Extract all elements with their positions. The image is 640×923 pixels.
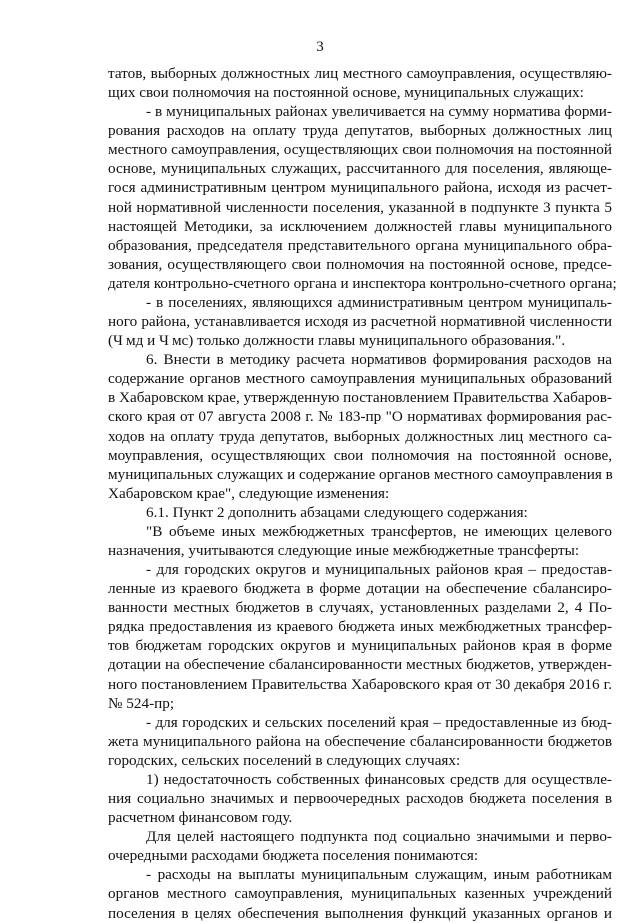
text-line: жета муниципального района на обеспечение сбалансированности бюджетов bbox=[108, 732, 612, 750]
text-line: содержание органов местного самоуправления муниципальных образований bbox=[108, 370, 612, 388]
text-line: гося административным центром муниципального района, исходя из расчет- bbox=[108, 179, 612, 197]
text-line: ния социально значимых и первоочередных расходов бюджета поселения в bbox=[108, 790, 612, 808]
text-line: татов, выборных должностных лиц местного самоуправления, осуществляю- bbox=[108, 65, 612, 82]
text-line: - расходы на выплаты муниципальным служащим, иным работникам bbox=[146, 866, 612, 884]
text-line: местного самоуправления, осуществляющих свои полномочия на постоянной bbox=[108, 141, 612, 159]
text-line: образования, председателя представительного органа муниципального обра- bbox=[108, 236, 612, 254]
text-line: 1) недостаточность собственных финансовых средств для осуществле- bbox=[146, 770, 612, 788]
text-line: ходов на оплату труда депутатов, выборных должностных лиц местного са- bbox=[108, 427, 612, 445]
text-line: - для городских округов и муниципальных районов края – предостав- bbox=[146, 561, 612, 579]
text-line: ного района, устанавливается исходя из расчетной нормативной численности bbox=[108, 313, 612, 331]
text-line: 6. Внести в методику расчета нормативов формирования расходов на bbox=[146, 351, 612, 369]
text-line: тов бюджетам городских округов и муниципальных районов края в форме bbox=[108, 637, 612, 655]
text-line: назначения, учитываются следующие иные межбюджетные трансферты: bbox=[108, 542, 580, 559]
text-line: рядка предоставления из краевого бюджета иных межбюджетных трансфер- bbox=[108, 618, 612, 636]
text-line: очередными расходами бюджета поселения понимаются: bbox=[108, 847, 479, 865]
text-line: - в поселениях, являющихся административным центром муниципаль- bbox=[146, 293, 612, 311]
text-line: ной нормативной численности поселения, указанной в подпункте 3 пункта 5 bbox=[108, 198, 612, 216]
text-line: городских, сельских поселений в следующих случаях: bbox=[108, 751, 461, 769]
text-line: Для целей настоящего подпункта под социально значимыми и перво- bbox=[146, 828, 612, 846]
text-line: (Ч мд и Ч мс) только должности главы муниципального образования.". bbox=[108, 332, 566, 350]
text-line: моуправления, осуществляющих свои полномочия на постоянной основе, bbox=[108, 446, 612, 464]
text-line: рования расходов на оплату труда депутатов, выборных должностных лиц bbox=[108, 122, 612, 140]
text-line: ванности местных бюджетов в случаях, установленных разделами 2, 4 По- bbox=[108, 599, 612, 617]
text-line: органов местного самоуправления, муниципальных казенных учреждений bbox=[108, 885, 612, 903]
text-line: Хабаровском крае", следующие изменения: bbox=[108, 484, 390, 502]
text-line: щих свои полномочия на постоянной основе, муниципальных служащих: bbox=[108, 84, 584, 102]
text-line: - для городских и сельских поселений края – предоставленные из бюд- bbox=[146, 713, 612, 731]
text-line: "В объеме иных межбюджетных трансфертов, не имеющих целевого bbox=[146, 522, 612, 540]
text-line: 6.1. Пункт 2 дополнить абзацами следующего содержания: bbox=[146, 503, 528, 521]
text-line: дотации на обеспечение сбалансированности местных бюджетов, утвержден- bbox=[108, 656, 612, 674]
page-number: 3 bbox=[316, 39, 324, 55]
text-line: основе, муниципальных служащих, рассчитанного для поселения, являюще- bbox=[108, 160, 612, 178]
text-line: муниципальных служащих и содержание органов местного самоуправления в bbox=[108, 465, 613, 483]
text-line: в Хабаровском крае, утвержденную постановлением Правительства Хабаров- bbox=[108, 389, 612, 407]
text-line: № 524-пр; bbox=[108, 694, 175, 712]
text-line: ленные из краевого бюджета в форме дотации на обеспечение сбалансиро- bbox=[108, 580, 612, 598]
text-line: зования, осуществляющего свои полномочия на постоянной основе, предсе- bbox=[108, 255, 612, 273]
text-line: расчетном финансовом году. bbox=[108, 809, 293, 827]
text-line: настоящей Методики, за исключением должностей главы муниципального bbox=[108, 217, 612, 235]
text-line: дателя контрольно-счетного органа и инспектора контрольно-счетного органа; bbox=[108, 274, 617, 292]
text-line: ского края от 07 августа 2008 г. № 183-пр "О нормативах формирования рас- bbox=[108, 408, 612, 426]
text-line: - в муниципальных районах увеличивается на сумму норматива форми- bbox=[146, 103, 612, 121]
text-line: ного постановлением Правительства Хабаровского края от 30 декабря 2016 г. bbox=[108, 675, 612, 693]
text-line: поселения в целях обеспечения выполнения функций указанных органов и bbox=[108, 904, 612, 922]
